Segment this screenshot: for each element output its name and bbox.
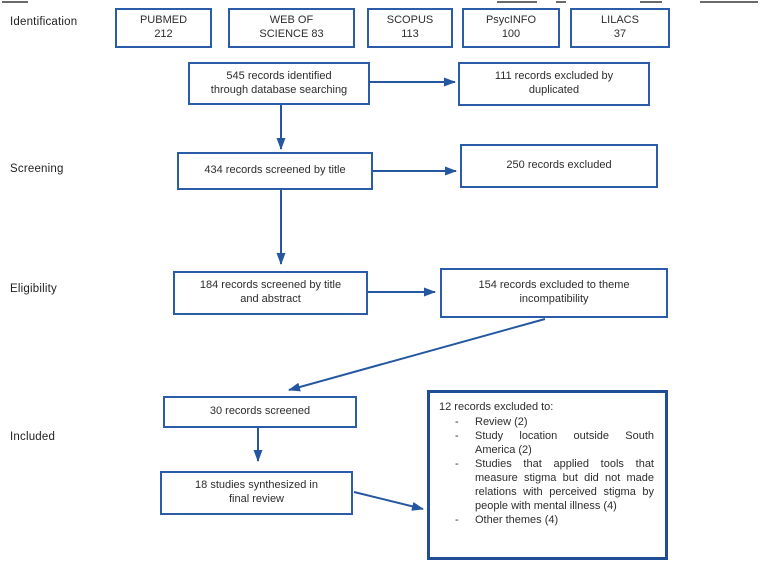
db-scopus-name: SCOPUS: [386, 14, 434, 27]
db-box-web-of-science: [228, 8, 355, 48]
stage-label-identification: Identification: [10, 16, 78, 28]
excluded-reason-other: Other themes (4): [475, 514, 559, 526]
stage-label-screening: Screening: [10, 163, 64, 175]
db-psycinfo-count: 100: [501, 28, 521, 40]
db-wos-count: SCIENCE 83: [259, 28, 324, 40]
db-lilacs-name: LILACS: [601, 14, 639, 27]
box-records-identified: [188, 62, 370, 105]
box-excluded-final: [427, 390, 668, 560]
cut-off-text-fragment: [556, 1, 566, 3]
excluded-reason-review: Review (2): [475, 416, 528, 428]
db-box-pubmed: [115, 8, 212, 48]
cut-off-text-fragment: [2, 1, 28, 3]
dash-bullet: -: [455, 430, 459, 442]
box-records-identified-line2: through database searching: [210, 83, 348, 96]
box-excluded-theme: [440, 268, 668, 318]
dash-bullet: -: [455, 514, 459, 526]
box-screened-30: [163, 396, 357, 428]
box-screened-30-line1: 30 records screened: [209, 405, 311, 418]
list-item: [439, 513, 657, 527]
box-excluded-duplicated-line2: duplicated: [528, 84, 580, 96]
list-item: [439, 415, 657, 429]
box-excluded-theme-line1: 154 records excluded to theme: [478, 279, 630, 292]
box-screened-by-title: [177, 152, 373, 190]
box-records-identified-line1: 545 records identified: [226, 69, 332, 82]
db-pubmed-count: 212: [154, 28, 173, 40]
box-synthesized-line2: final review: [228, 493, 285, 505]
stage-label-eligibility: Eligibility: [10, 283, 57, 295]
cut-off-text-fragment: [497, 1, 537, 3]
excluded-reason-location: Study location outside South America (2): [475, 430, 654, 456]
excluded-reason-tools: Studies that applied tools that measure stigma but did not made relations with perceived stigma by people with mental illness (4): [475, 458, 654, 512]
db-psycinfo-name: PsycINFO: [485, 14, 537, 27]
box-excluded-duplicated: [458, 62, 650, 106]
list-item: [439, 457, 657, 513]
db-pubmed-name: PUBMED: [139, 14, 188, 27]
box-screened-title-abstract-line1: 184 records screened by title: [199, 279, 342, 292]
cut-off-text-fragment: [700, 1, 758, 3]
box-excluded-duplicated-line1: 111 records excluded by: [494, 70, 614, 83]
db-lilacs-count: 37: [613, 28, 627, 40]
db-scopus-count: 113: [401, 28, 419, 40]
db-box-lilacs: [570, 8, 670, 48]
db-box-psycinfo: [462, 8, 560, 48]
db-box-scopus: [367, 8, 453, 48]
box-excluded-250-line1: 250 records excluded: [506, 159, 612, 172]
dash-bullet: -: [455, 416, 459, 428]
box-screened-title-abstract: [173, 271, 368, 315]
box-screened-title-abstract-line2: and abstract: [240, 293, 301, 305]
box-synthesized: [160, 471, 353, 515]
stage-label-included: Included: [10, 431, 56, 443]
db-wos-name: WEB OF: [269, 14, 314, 27]
box-excluded-final-title: 12 records excluded to:: [439, 401, 554, 413]
box-screened-by-title-line1: 434 records screened by title: [204, 164, 346, 177]
dash-bullet: -: [455, 458, 459, 470]
box-excluded-250: [460, 144, 658, 188]
list-item: [439, 429, 657, 457]
box-excluded-theme-line2: incompatibility: [519, 293, 589, 305]
cut-off-text-fragment: [640, 1, 662, 3]
box-synthesized-line1: 18 studies synthesized in: [195, 479, 318, 492]
